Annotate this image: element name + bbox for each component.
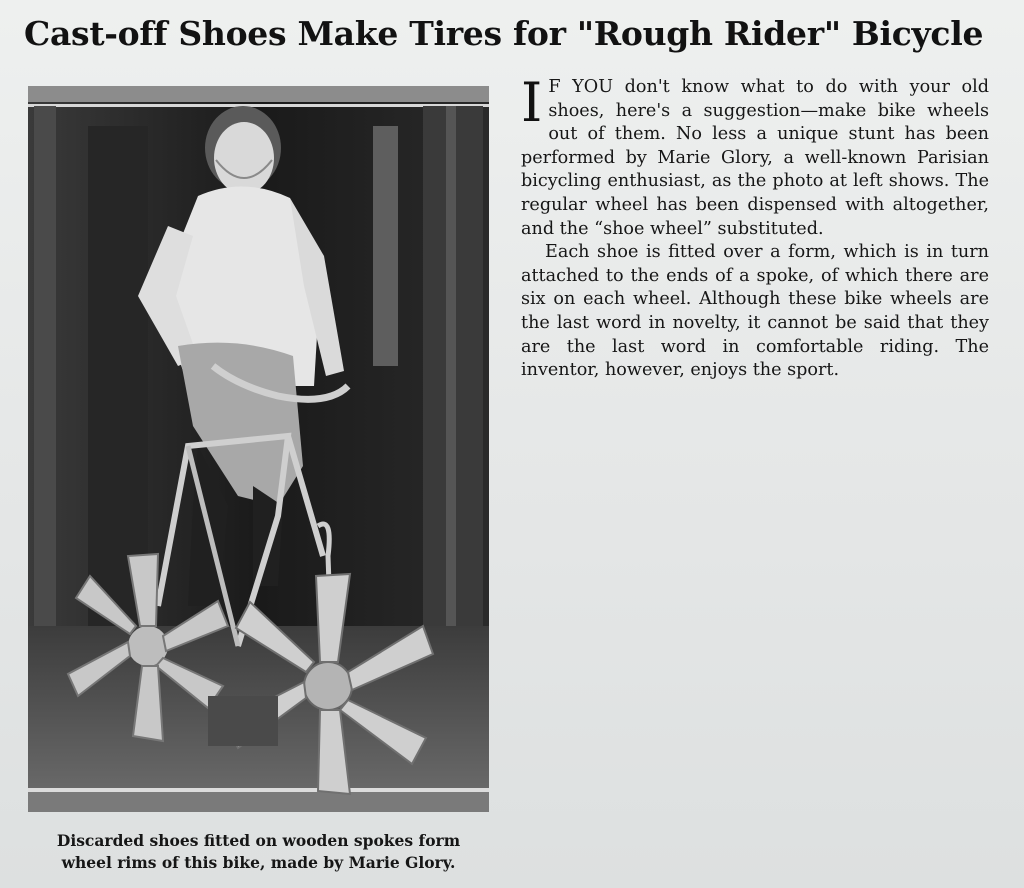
paragraph-1-text: F YOU don't know what to do with your old shoes, here's a suggestion—make bike wheels out of them. No less a unique stunt has been performed by Marie Glory, a well-known Parisian bicycling enthusiast, as the photo at left shows. The regular wheel has been dispensed with altogether, and the “shoe wheel” substituted.: [521, 77, 989, 239]
bicycle-photo: [28, 86, 489, 812]
caption-line-1: Discarded shoes fitted on wooden spokes form: [56, 831, 461, 850]
caption-line-2: wheel rims of this bike, made by Marie Glory.: [61, 853, 456, 872]
article-body: [521, 71, 989, 383]
headline: Cast-off Shoes Make Tires for "Rough Rider" Bicycle: [24, 14, 984, 53]
drop-cap: I: [521, 71, 543, 134]
paragraph-2: Each shoe is fitted over a form, which is in turn attached to the ends of a spoke, of which there are six on each wheel. Although these bike wheels are the last word in novelty, it cannot be said that they are the last word in comfortable riding. The inventor, however, enjoys the sport.: [521, 242, 989, 381]
photo-caption: [28, 830, 489, 874]
paragraph-1: [521, 71, 989, 241]
